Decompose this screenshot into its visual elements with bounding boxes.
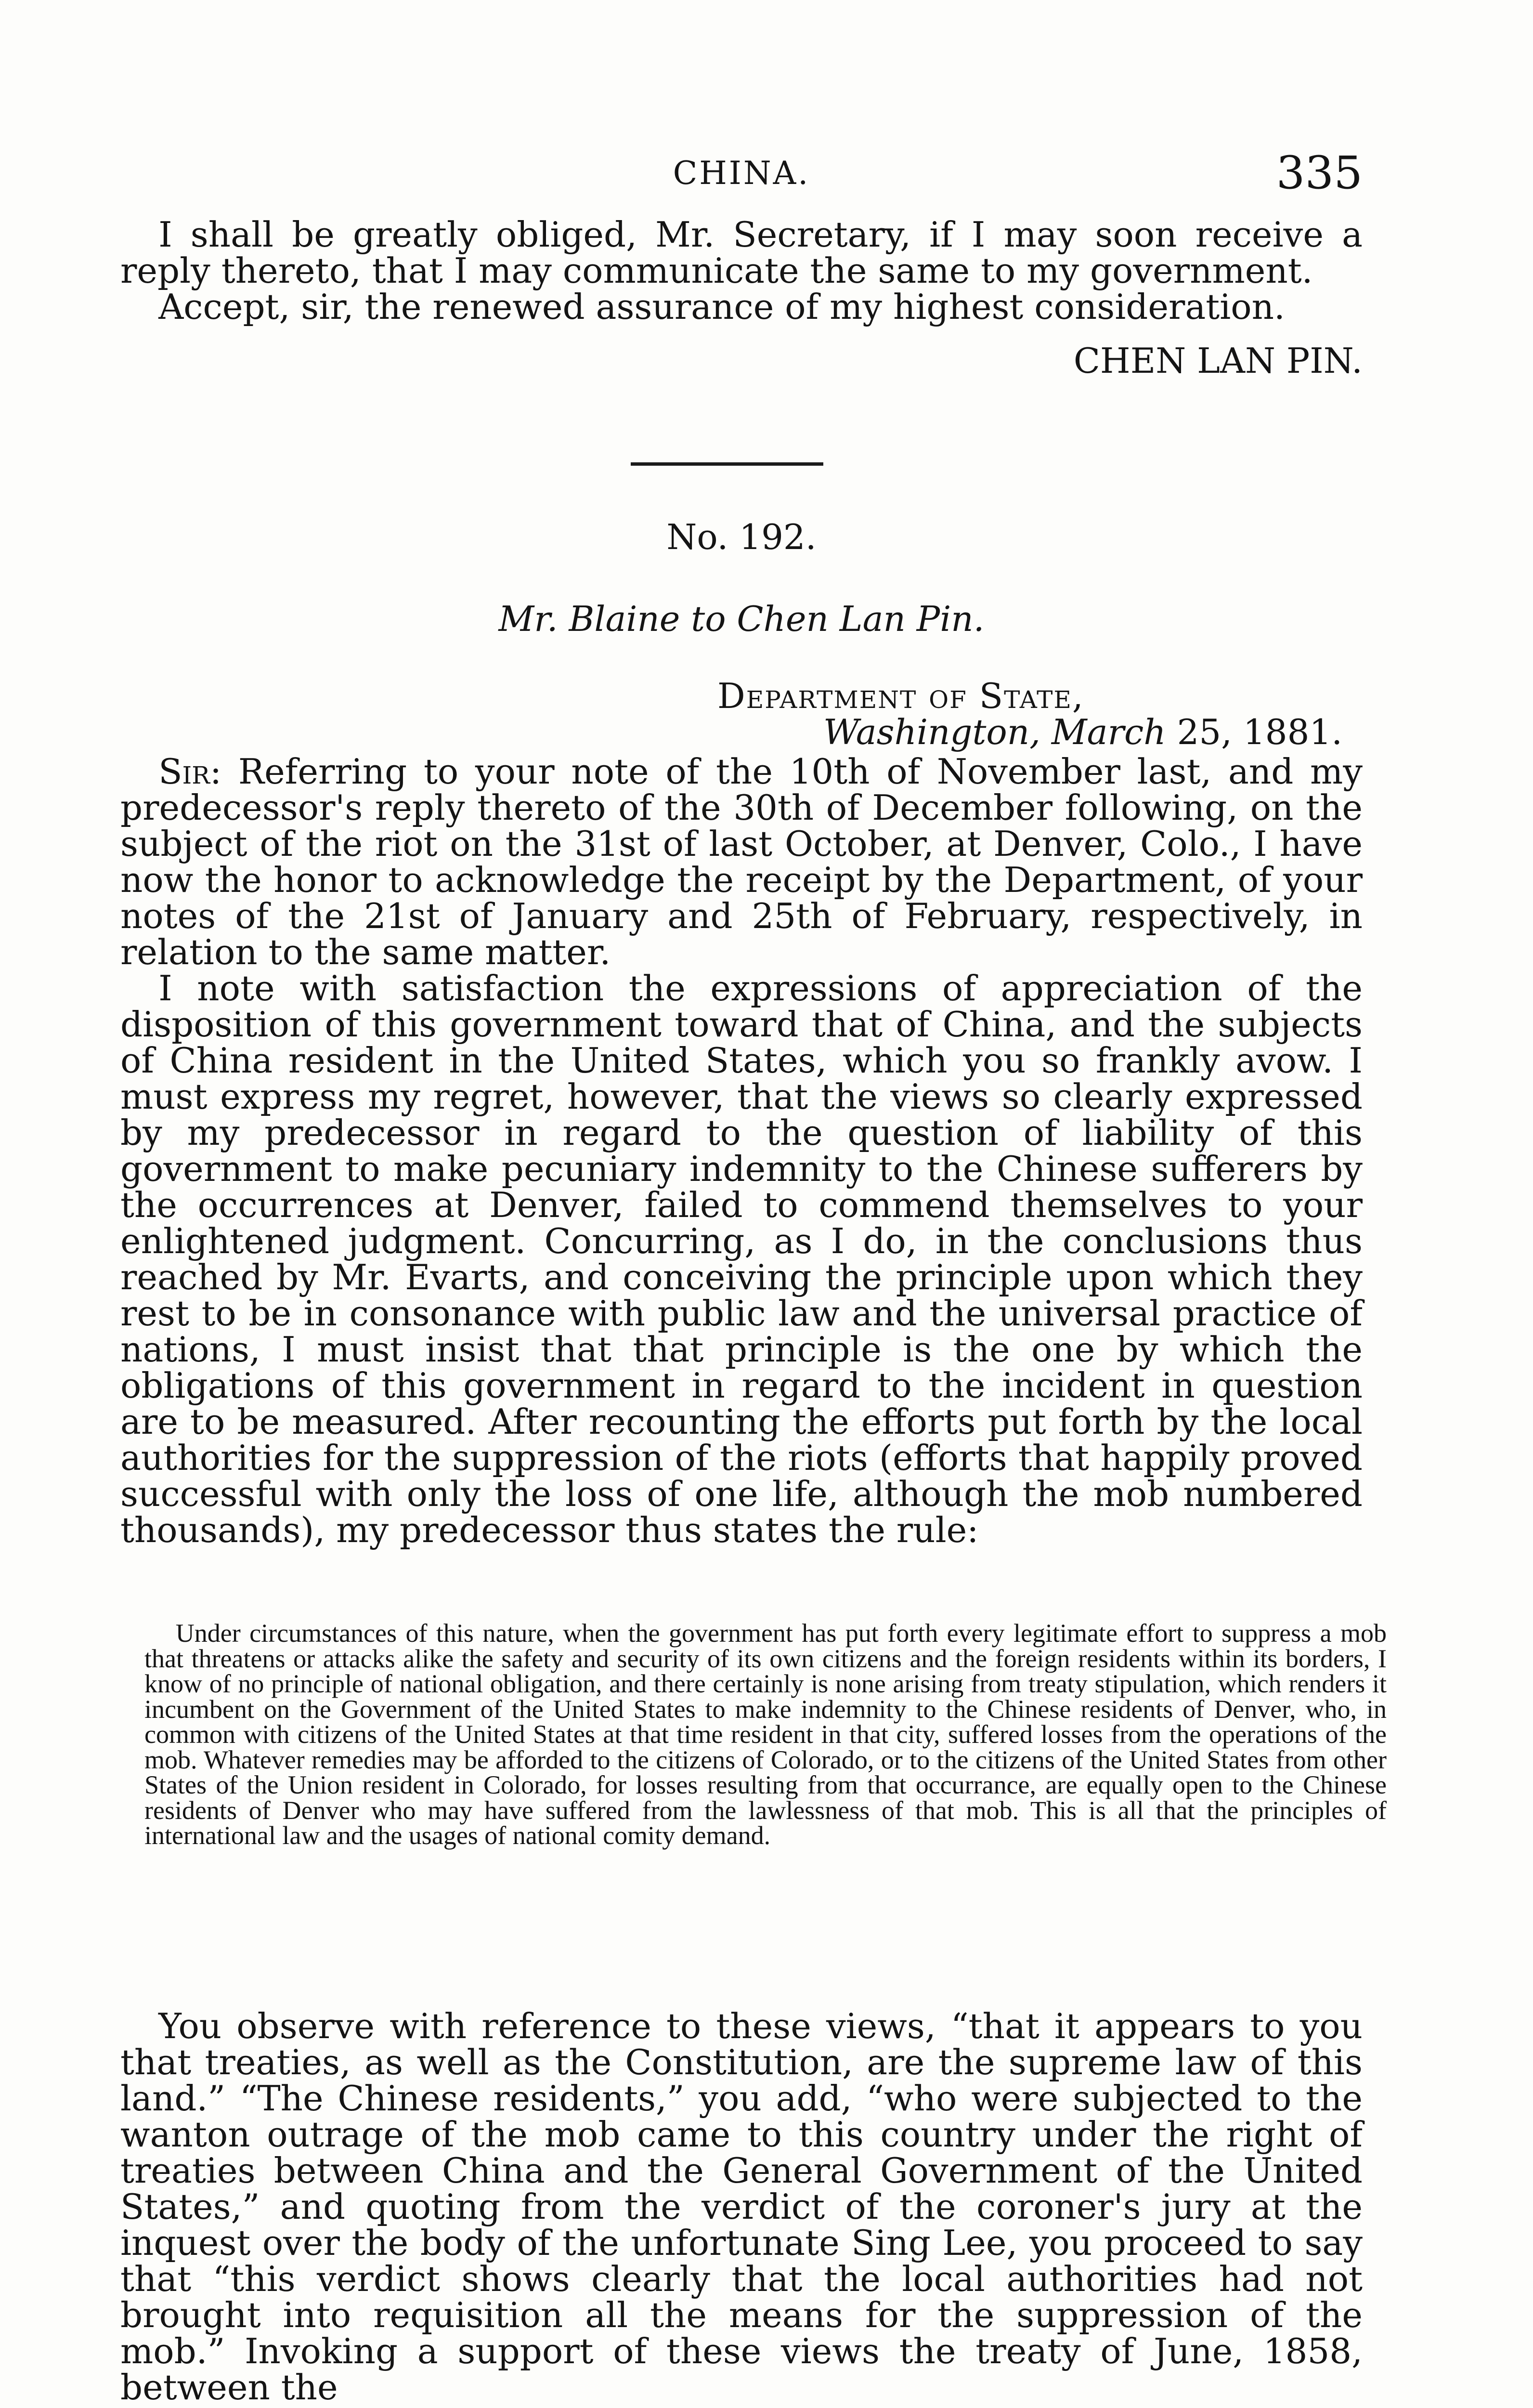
dateline [120,678,1363,750]
section-divider [631,462,823,466]
document-title: Mr. Blaine to Chen Lan Pin. [498,599,985,639]
letter-body [120,751,1363,1550]
page-header [120,144,1363,202]
block-quotation [120,1621,1387,1848]
page-number: 335 [1276,147,1363,199]
dateline-place-date [120,714,1363,750]
opening-paragraph: I shall be greatly obliged, Mr. Secretary, if I may soon receive a reply thereto, that I may communicate the same to my government. [120,214,1363,291]
dateline-date: 25, 1881. [1177,712,1343,752]
running-head: CHINA. [673,155,810,192]
opening-letter-end [120,214,1363,327]
letter-paragraph: You observe with reference to these views, “that it appears to you that treaties, as well as the Constitution, are the supreme law of this land.” “The Chinese residents,” you add, “who were subjected to the wanton outrage of the mob came to this country under the right of treaties between China and the General Government of the United States,” and quoting from the verdict of the coroner's jury at the inquest over the body of the unfortunate Sing Lee, you proceed to say that “this verdict shows clearly that the local authorities had not brought into requisition all the means for the suppression of the mob.” Invoking a support of these views the treaty of June, 1858, between the [120,2006,1363,2408]
salutation: Sir: [158,751,222,792]
quotation-text: Under circumstances of this nature, when the government has put forth every legitimate effort to suppress a mob that threatens or attacks alike the safety and security of its own citizens and the foreign residents within its borders, I know of no principle of national obligation, and there certainly is none arising from treaty stipulation, which renders it incumbent on the Government of the United States to make indemnity to the Chinese residents of Denver, who, in common with citizens of the United States at that time resident in that city, suffered losses from the operations of the mob. Whatever remedies may be afforded to the citizens of Colorado, or to the citizens of the United States from other States of the Union resident in Colorado, for losses resulting from that occurrance, are equally open to the Chinese residents of Denver who may have suffered from the lawlessness of that mob. This is all that the principles of international law and the usages of national comity demand. [144,1619,1387,1850]
dateline-place: Washington, March [823,712,1166,752]
letter-paragraph: I note with satisfaction the expressions of appreciation of the disposition of this government toward that of China, and the subjects of China resident in the United States, which you so frankly avow. I must express my regret, however, that the views so clearly expressed by my predecessor in regard to the question of liability of this government to make pecuniary indemnity to the Chinese sufferers by the occurrences at Denver, failed to commend themselves to your enlightened judgment. Concurring, as I do, in the conclusions thus reached by Mr. Evarts, and conceiving the principle upon which they rest to be in consonance with public law and the universal practice of nations, I must insist that that principle is the one by which the obligations of this government in regard to the incident in question are to be measured. After recounting the efforts put forth by the local authorities for the suppression of the riots (efforts that happily proved successful with only the loss of one life, although the mob numbered thousands), my predecessor thus states the rule: [120,968,1363,1550]
opening-paragraph: Accept, sir, the renewed assurance of my highest consideration. [158,287,1285,327]
document-number: No. 192. [666,517,817,557]
dateline-office: Department of State, [717,676,1084,716]
paragraph-text: Referring to your note of the 10th of November last, and my predecessor's reply thereto of the 30th of December following, on the subject of the riot on the 31st of last October, at Denver, Colo., I have now the honor to acknowledge the receipt by the Department, of your notes of the 21st of January and 25th of February, respectively, in relation to the same matter. [120,751,1363,972]
letter-continuation [120,2008,1363,2406]
letter-paragraph [120,751,1363,972]
signature: CHEN LAN PIN. [1073,340,1363,381]
